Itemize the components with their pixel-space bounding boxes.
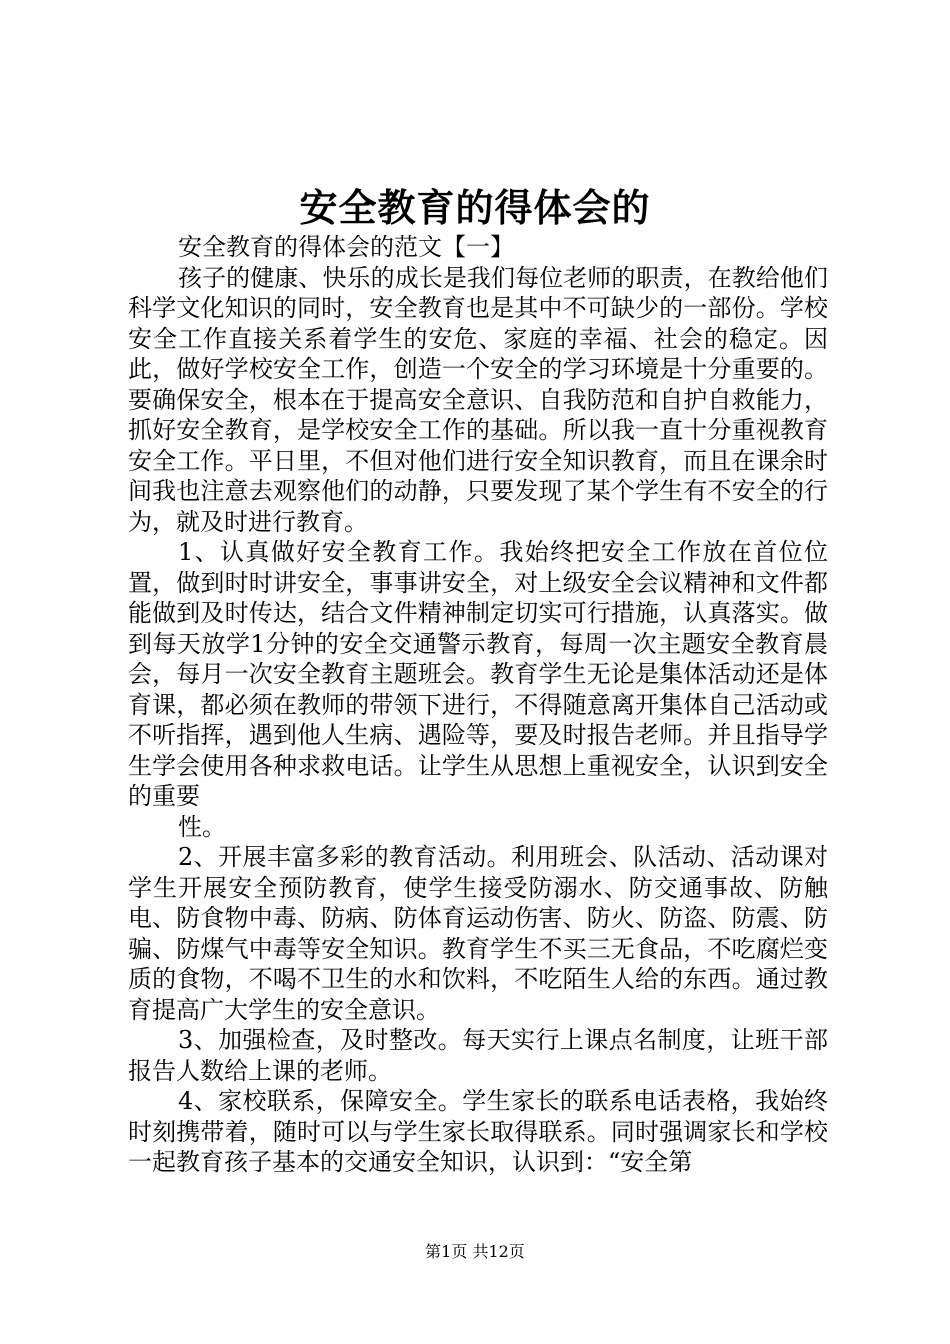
paragraph-1-continued: 性。 — [178, 812, 226, 841]
paragraph-intro: 孩子的健康、快乐的成长是我们每位老师的职责，在教给他们科学文化知识的同时，安全教育也是其中不可缺少的一部份。学校安全工作直接关系着学生的安危、家庭的幸福、社会的稳定。因此，做好学校安全工作，创造一个安全的学习环境是十分重要的。要确保安全，根本在于提高安全意识、自我防范和自护自救能力，抓好安全教育，是学校安全工作的基础。所以我一直十分重视教育安全工作。平日里，不但对他们进行安全知识教育，而且在课余时间我也注意去观察他们的动静，只要发现了某个学生有不安全的行为，就及时进行教育。 — [128, 263, 828, 536]
page-number: 第1页 共12页 — [425, 1242, 525, 1261]
paragraph-4: 4、家校联系，保障安全。学生家长的联系电话表格，我始终时刻携带着，随时可以与学生家长取得联系。同时强调家长和学校一起教育孩子基本的交通安全知识，认识到：“安全第 — [128, 1087, 828, 1176]
document-title: 安全教育的得体会的 — [299, 185, 651, 230]
paragraph-2: 2、开展丰富多彩的教育活动。利用班会、队活动、活动课对学生开展安全预防教育，使学生接受防溺水、防交通事故、防触电、防食物中毒、防病、防体育运动伤害、防火、防盗、防震、防骗、防煤气中毒等安全知识。教育学生不买三无食品，不吃腐烂变质的食物，不喝不卫生的水和饮料，不吃陌生人给的东西。通过教育提高广大学生的安全意识。 — [128, 843, 828, 1024]
paragraph-3: 3、加强检查，及时整改。每天实行上课点名制度，让班干部报告人数给上课的老师。 — [128, 1026, 828, 1085]
document-subtitle: 安全教育的得体会的范文【一】 — [178, 233, 514, 261]
paragraph-1: 1、认真做好安全教育工作。我始终把安全工作放在首位位置，做到时时讲安全，事事讲安全，对上级安全会议精神和文件都能做到及时传达，结合文件精神制定切实可行措施，认真落实。做到每天放学1分钟的安全交通警示教育，每周一次主题安全教育晨会，每月一次安全教育主题班会。教育学生无论是集体活动还是体育课，都必须在教师的带领下进行，不得随意离开集体自己活动或不听指挥，遇到他人生病、遇险等，要及时报告老师。并且指导学生学会使用各种求救电话。让学生从思想上重视安全，认识到安全的重要 — [128, 538, 828, 810]
document-body — [128, 232, 828, 1178]
